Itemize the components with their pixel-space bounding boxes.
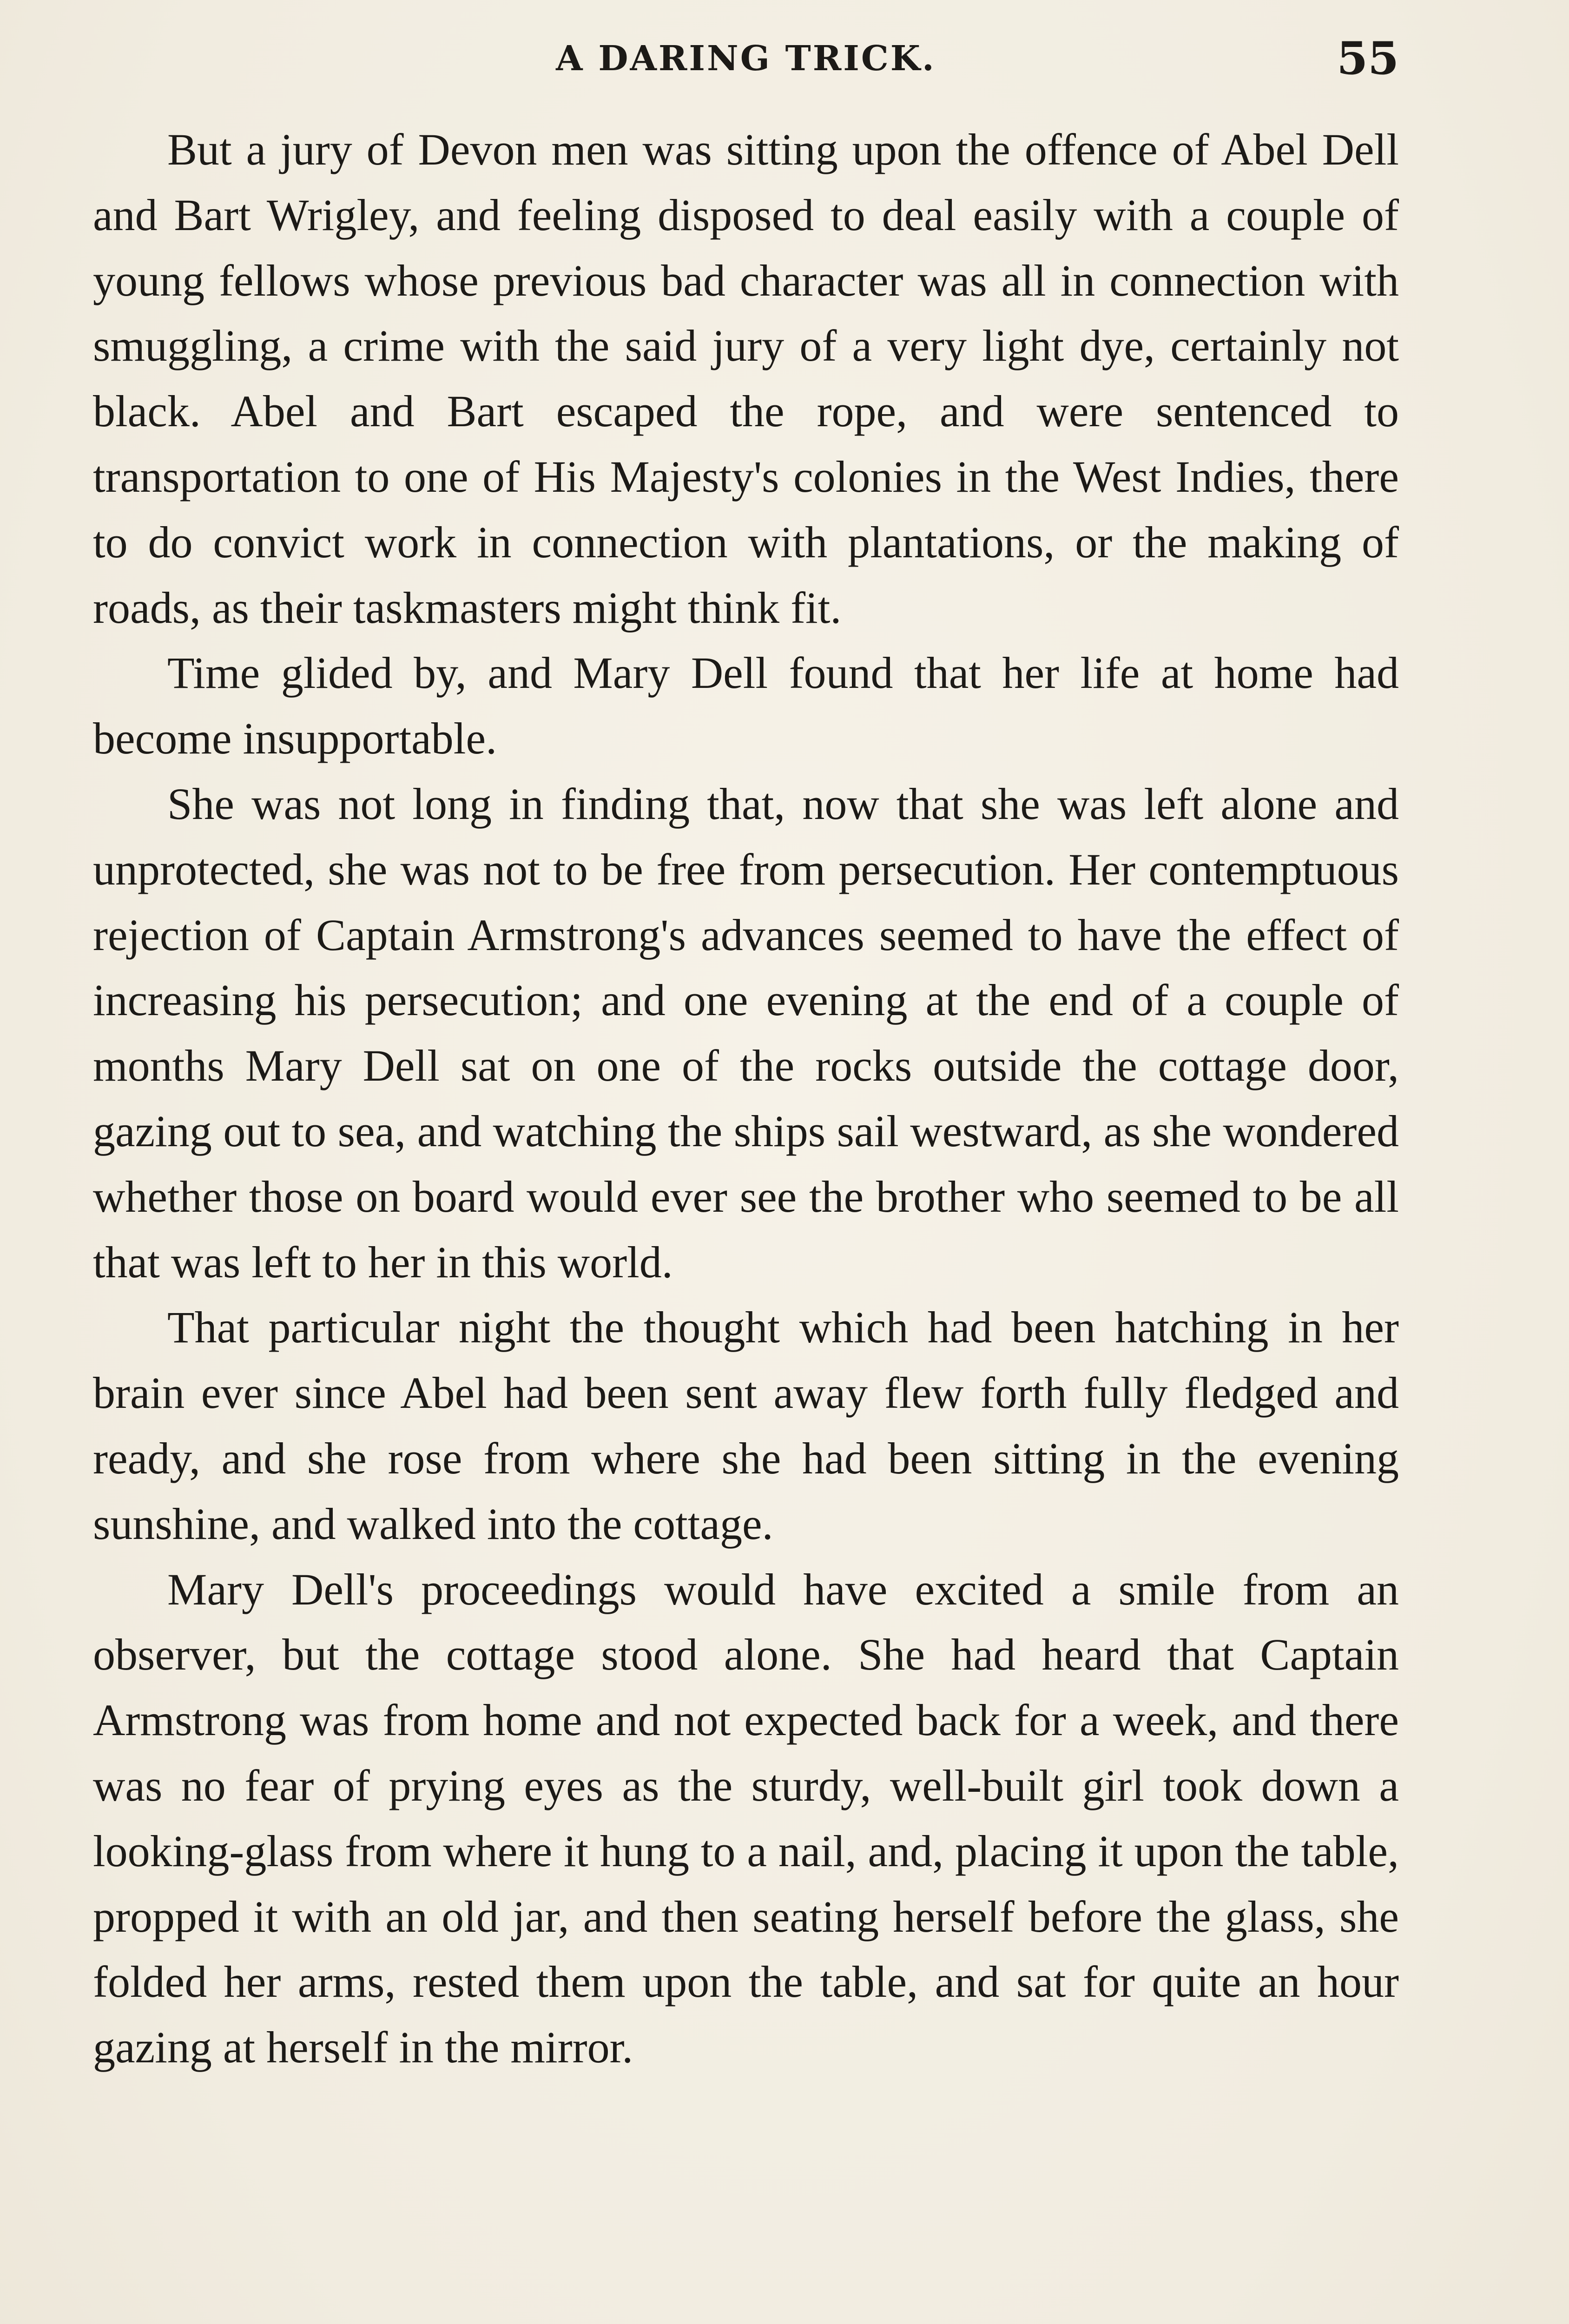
running-head — [93, 31, 1399, 86]
page-number: 55 — [1337, 32, 1399, 85]
paragraph-jury-verdict: But a jury of Devon men was sitting upon the offence of Abel Dell and Bart Wrigley, and feeling disposed to deal easily with a couple of young fellows whose previous bad character was all in connection with smuggling, a crime with the said jury of a very light dye, certainly not black. Abel and Bart escaped the rope, and were sentenced to transportation to one of His Majesty's colonies in the West Indies, there to do convict work in connection with plantations, or the making of roads, as their taskmasters might think fit. — [93, 125, 1399, 633]
paragraph-time-glided: Time glided by, and Mary Dell found that her life at home had become insupportable. — [93, 648, 1399, 764]
running-title: A DARING TRICK. — [556, 39, 936, 79]
body-text — [93, 117, 1399, 2080]
paragraph-persecution: She was not long in finding that, now that she was left alone and unprotected, she was not to be free from persecution. Her contemptuous rejection of Captain Armstrong's advances seemed to have the effect of increasing his persecution; and one evening at the end of a couple of months Mary Dell sat on one of the rocks outside the cottage door, gazing out to sea, and watching the ships sail westward, as she wondered whether those on board would ever see the brother who seemed to be all that was left to her in this world. — [93, 779, 1399, 1287]
paragraph-thought-hatching: That particular night the thought which had been hatching in her brain ever since Abel had been sent away flew forth fully fledged and ready, and she rose from where she had been sitting in the evening sunshine, and walked into the cottage. — [93, 1302, 1399, 1549]
paragraph-looking-glass: Mary Dell's proceedings would have excited a smile from an observer, but the cottage stood alone. She had heard that Captain Armstrong was from home and not expected back for a week, and there was no fear of prying eyes as the sturdy, well-built girl took down a looking-glass from where it hung to a nail, and, placing it upon the table, propped it with an old jar, and then seating herself before the glass, she folded her arms, rested them upon the table, and sat for quite an hour gazing at herself in the mirror. — [93, 1564, 1399, 2073]
